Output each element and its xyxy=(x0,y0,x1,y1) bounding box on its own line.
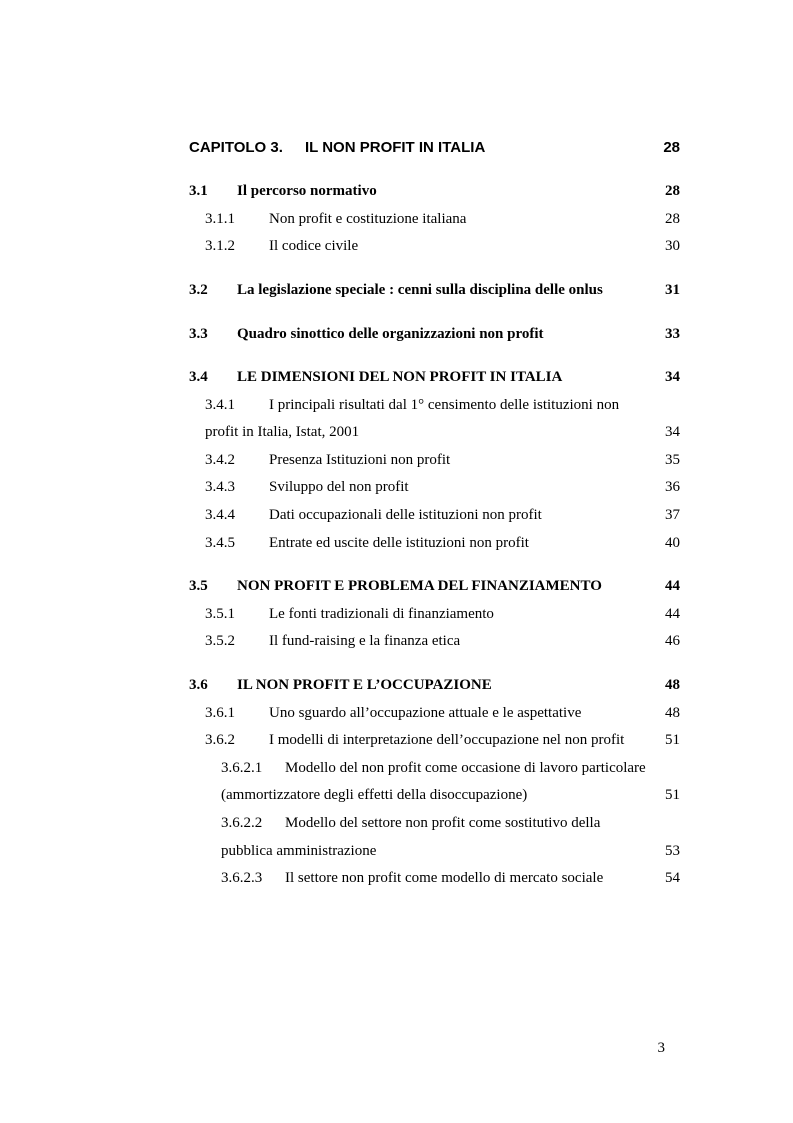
toc-section-title: La legislazione speciale : cenni sulla disciplina delle onlus xyxy=(237,282,603,298)
toc-section-title-continued: profit in Italia, Istat, 2001 xyxy=(205,424,360,440)
toc-page-number: 44 xyxy=(665,578,680,594)
toc-section-3-5[interactable] xyxy=(0,574,793,598)
toc-section-title: Uno sguardo all’occupazione attuale e le aspettative xyxy=(269,705,582,721)
toc-section-title: LE DIMENSIONI DEL NON PROFIT IN ITALIA xyxy=(237,369,563,385)
toc-section-number: 3.5 xyxy=(189,578,208,594)
toc-section-title: Quadro sinottico delle organizzazioni non profit xyxy=(237,326,544,342)
toc-section-number: 3.1.1 xyxy=(205,211,235,227)
toc-section-number: 3.5.1 xyxy=(205,606,235,622)
toc-section-title: Entrate ed uscite delle istituzioni non profit xyxy=(269,535,529,551)
toc-page-number: 34 xyxy=(665,369,680,385)
toc-page-number: 30 xyxy=(665,238,680,254)
toc-page-number: 54 xyxy=(665,870,680,886)
toc-subsection-3-5-2[interactable] xyxy=(0,629,793,653)
toc-page-number: 44 xyxy=(665,606,680,622)
toc-section-title: Non profit e costituzione italiana xyxy=(269,211,467,227)
toc-section-title: Il percorso normativo xyxy=(237,183,377,199)
toc-section-number: 3.4.1 xyxy=(205,397,235,413)
toc-page-number: 35 xyxy=(665,452,680,468)
toc-subsection-3-4-2[interactable] xyxy=(0,448,793,472)
toc-page-number: 53 xyxy=(665,843,680,859)
toc-section-title: Modello del settore non profit come sostitutivo della xyxy=(285,815,601,831)
toc-section-title: Modello del non profit come occasione di lavoro particolare xyxy=(285,760,646,776)
toc-subsubsection-3-6-2-1-continued[interactable] xyxy=(0,783,793,807)
toc-subsection-3-1-2[interactable] xyxy=(0,234,793,258)
toc-page-number: 48 xyxy=(665,705,680,721)
toc-page-number: 28 xyxy=(663,139,680,156)
toc-page-number: 48 xyxy=(665,677,680,693)
toc-page-number: 51 xyxy=(665,787,680,803)
toc-section-title: Il fund-raising e la finanza etica xyxy=(269,633,461,649)
toc-subsubsection-3-6-2-2[interactable] xyxy=(0,811,793,835)
toc-chapter-title: IL NON PROFIT IN ITALIA xyxy=(305,139,486,156)
toc-subsection-3-4-1[interactable] xyxy=(0,393,793,417)
toc-chapter-heading[interactable] xyxy=(0,136,793,160)
toc-section-title: Dati occupazionali delle istituzioni non profit xyxy=(269,507,542,523)
toc-section-title-continued: pubblica amministrazione xyxy=(221,843,377,859)
toc-subsubsection-3-6-2-3[interactable] xyxy=(0,866,793,890)
toc-section-3-2[interactable] xyxy=(0,278,793,302)
toc-section-3-1[interactable] xyxy=(0,179,793,203)
toc-subsection-3-1-1[interactable] xyxy=(0,207,793,231)
page-number: 3 xyxy=(657,1040,665,1056)
toc-section-number: 3.6.1 xyxy=(205,705,235,721)
toc-section-number: 3.4.4 xyxy=(205,507,235,523)
toc-page-number: 36 xyxy=(665,479,680,495)
toc-subsection-3-5-1[interactable] xyxy=(0,602,793,626)
toc-section-number: 3.3 xyxy=(189,326,208,342)
toc-subsection-3-4-3[interactable] xyxy=(0,475,793,499)
toc-subsection-3-6-2[interactable] xyxy=(0,728,793,752)
toc-section-number: 3.6 xyxy=(189,677,208,693)
toc-section-number: 3.1.2 xyxy=(205,238,235,254)
toc-subsubsection-3-6-2-2-continued[interactable] xyxy=(0,839,793,863)
toc-section-title-continued: (ammortizzatore degli effetti della disoccupazione) xyxy=(221,787,528,803)
toc-section-number: 3.5.2 xyxy=(205,633,235,649)
toc-subsection-3-4-5[interactable] xyxy=(0,531,793,555)
toc-section-title: Sviluppo del non profit xyxy=(269,479,409,495)
toc-section-title: Le fonti tradizionali di finanziamento xyxy=(269,606,494,622)
toc-page-number: 40 xyxy=(665,535,680,551)
toc-section-number: 3.4.5 xyxy=(205,535,235,551)
toc-section-number: 3.6.2.2 xyxy=(221,815,263,831)
toc-page-number: 28 xyxy=(665,183,680,199)
toc-subsubsection-3-6-2-1[interactable] xyxy=(0,756,793,780)
toc-section-title: Il codice civile xyxy=(269,238,359,254)
toc-subsection-3-4-4[interactable] xyxy=(0,503,793,527)
toc-section-number: 3.4.3 xyxy=(205,479,235,495)
toc-section-number: 3.2 xyxy=(189,282,208,298)
toc-section-title: IL NON PROFIT E L’OCCUPAZIONE xyxy=(237,677,492,693)
toc-page-number: 34 xyxy=(665,424,680,440)
toc-page-number: 37 xyxy=(665,507,680,523)
toc-section-title: Presenza Istituzioni non profit xyxy=(269,452,451,468)
toc-page-number: 51 xyxy=(665,732,680,748)
toc-page-number: 33 xyxy=(665,326,680,342)
toc-subsection-3-6-1[interactable] xyxy=(0,701,793,725)
toc-section-3-4[interactable] xyxy=(0,365,793,389)
toc-page-number: 31 xyxy=(665,282,680,298)
toc-section-number: 3.6.2 xyxy=(205,732,235,748)
toc-section-number: 3.4.2 xyxy=(205,452,235,468)
toc-section-title: I modelli di interpretazione dell’occupazione nel non profit xyxy=(269,732,625,748)
toc-section-3-3[interactable] xyxy=(0,322,793,346)
toc-section-title: NON PROFIT E PROBLEMA DEL FINANZIAMENTO xyxy=(237,578,602,594)
toc-chapter-label: CAPITOLO 3. xyxy=(189,139,283,156)
toc-page-number: 28 xyxy=(665,211,680,227)
toc-section-number: 3.6.2.1 xyxy=(221,760,263,776)
toc-section-number: 3.6.2.3 xyxy=(221,870,263,886)
toc-section-title: Il settore non profit come modello di mercato sociale xyxy=(285,870,604,886)
toc-subsection-3-4-1-continued[interactable] xyxy=(0,420,793,444)
toc-section-title: I principali risultati dal 1° censimento delle istituzioni non xyxy=(269,397,620,413)
toc-page-number: 46 xyxy=(665,633,680,649)
toc-section-3-6[interactable] xyxy=(0,673,793,697)
toc-section-number: 3.4 xyxy=(189,369,208,385)
toc-section-number: 3.1 xyxy=(189,183,208,199)
